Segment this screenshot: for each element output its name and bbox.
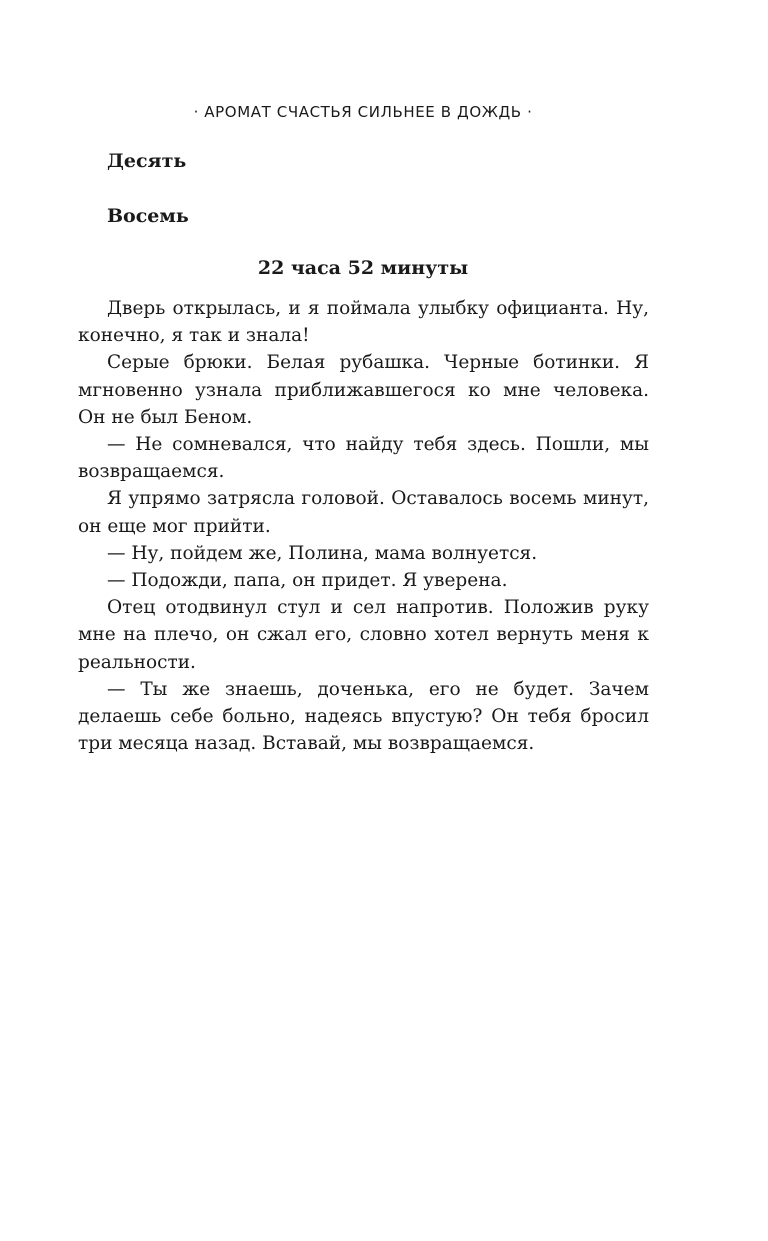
subhead-ten: Десять [107, 150, 187, 172]
running-head: · АРОМАТ СЧАСТЬЯ СИЛЬНЕЕ В ДОЖДЬ · [193, 103, 533, 121]
body-text [78, 295, 649, 757]
paragraph: Отец отодвинул стул и сел напротив. Положив руку мне на плечо, он сжал его, словно хотел вернуть меня к реальности. [78, 597, 649, 673]
paragraph: — Ну, пойдем же, Полина, мама волнуется. [107, 542, 538, 564]
subhead-eight: Восемь [107, 205, 189, 227]
paragraph: Серые брюки. Белая рубашка. Черные ботинки. Я мгновенно узнала приближавшегося ко мне человека. Он не был Беном. [78, 352, 649, 428]
paragraph: Я упрямо затрясла головой. Оставалось восемь минут, он еще мог прийти. [78, 488, 649, 537]
paragraph: Дверь открылась, и я поймала улыбку официанта. Ну, конечно, я так и знала! [78, 298, 649, 347]
paragraph: — Ты же знаешь, доченька, его не будет. Зачем делаешь себе больно, надеясь впустую? Он тебя бросил три месяца назад. Вставай, мы возвращаемся. [78, 678, 649, 755]
paragraph: — Подожди, папа, он придет. Я уверена. [107, 570, 508, 592]
section-title: 22 часа 52 минуты [257, 257, 469, 279]
paragraph: — Не сомневался, что найду тебя здесь. Пошли, мы возвращаемся. [78, 434, 649, 483]
